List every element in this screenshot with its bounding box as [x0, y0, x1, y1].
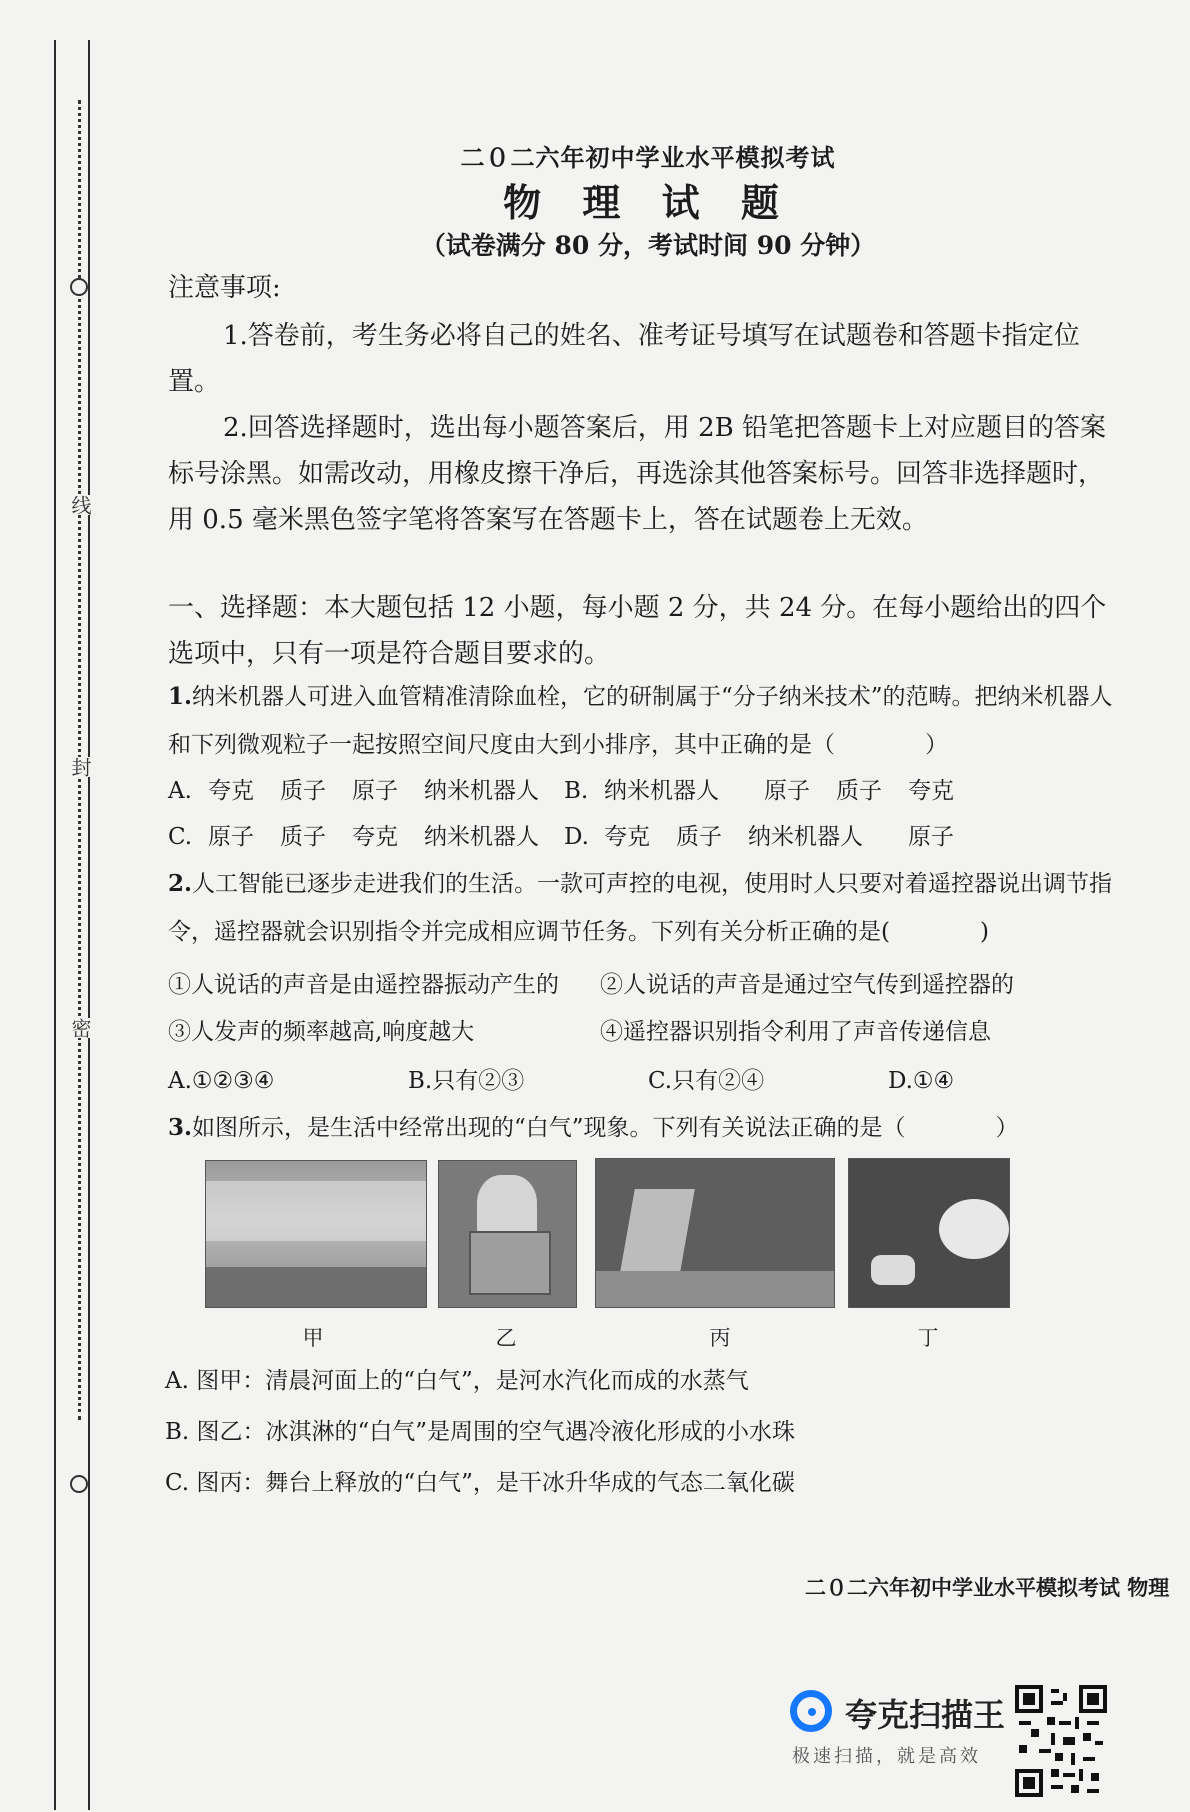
option-item: 质子 — [280, 778, 326, 804]
question-stem: 纳米机器人可进入血管精准清除血栓，它的研制属于“分子纳米技术”的范畴。把纳米机器人和下列微观粒子一起按照空间尺度由大到小排序，其中正确的是（ — [168, 684, 1113, 758]
notice-heading: 注意事项: — [168, 273, 281, 303]
option-item: 纳米机器人 — [748, 824, 863, 850]
option-item: 原子 — [208, 824, 254, 850]
seal-char-line: 线 — [66, 495, 95, 515]
question-number: 3. — [168, 1114, 193, 1141]
option-item: 质子 — [280, 824, 326, 850]
margin-circle-bottom — [70, 1475, 88, 1493]
option-label: A. — [168, 778, 192, 804]
question-number: 2. — [168, 870, 193, 897]
question-2 — [168, 860, 1128, 956]
question-number: 1. — [168, 683, 193, 710]
q1-options-row-2 — [168, 818, 954, 851]
margin-circle — [70, 278, 88, 296]
photo-ding-kettle-steam — [848, 1158, 1010, 1308]
option: C.只有②④ — [648, 1068, 765, 1094]
seal-char-seal: 封 — [66, 757, 95, 777]
q2-statements-row-2 — [168, 1013, 991, 1046]
statement: ③人发声的频率越高,响度越大 — [168, 1019, 475, 1045]
option: B.只有②③ — [408, 1068, 525, 1094]
answer-paren-close: ） — [995, 1115, 1019, 1141]
option-item: 纳米机器人 — [424, 778, 539, 804]
option-item: 原子 — [908, 824, 954, 850]
photo-jia-river-mist — [205, 1160, 427, 1308]
option-item: 原子 — [764, 778, 810, 804]
binding-margin — [0, 0, 110, 1812]
question-stem: 人工智能已逐步走进我们的生活。一款可声控的电视，使用时人只要对着遥控器说出调节指令，遥控器就会识别指令并完成相应调节任务。下列有关分析正确的是( — [168, 871, 1113, 945]
seal-char-secret: 密 — [66, 1018, 95, 1038]
option-item: 质子 — [836, 778, 882, 804]
option-item: 纳米机器人 — [604, 778, 719, 804]
statement: ②人说话的声音是通过空气传到遥控器的 — [600, 972, 1014, 998]
photo-bing-stage-fog — [595, 1158, 835, 1308]
quark-logo-icon — [790, 1690, 832, 1732]
q1-options-row-1 — [168, 772, 954, 805]
option-item: 夸克 — [604, 824, 650, 850]
subject-title: 物 理 试 题 — [503, 180, 793, 225]
brand-name: 夸克扫描王 — [845, 1696, 1006, 1734]
qr-code-icon — [1015, 1685, 1107, 1797]
option-label: B. — [564, 778, 589, 804]
caption-ding: 丁 — [917, 1326, 939, 1350]
notice-item-1: 1.答卷前，考生务必将自己的姓名、准考证号填写在试题卷和答题卡指定位置。 — [168, 321, 1080, 397]
question-1 — [168, 673, 1128, 769]
option-label: D. — [564, 824, 589, 850]
margin-line-left — [54, 40, 56, 1810]
photo-yi-ice-cream — [438, 1160, 577, 1308]
brand-slogan: 极速扫描，就是高效 — [792, 1746, 981, 1767]
section-heading: 一、选择题：本大题包括 12 小题，每小题 2 分，共 24 分。在每小题给出的四个选项中，只有一项是符合题目要求的。 — [168, 593, 1107, 669]
option-item: 夸克 — [908, 778, 954, 804]
q3-option-c: C. 图丙：舞台上释放的“白气”，是干冰升华成的气态二氧化碳 — [165, 1470, 795, 1496]
option-item: 原子 — [352, 778, 398, 804]
option: A.①②③④ — [168, 1068, 275, 1094]
question-3 — [168, 1104, 1128, 1152]
margin-line-right — [88, 40, 90, 1810]
caption-bing: 丙 — [709, 1326, 731, 1350]
answer-paren-close: ) — [979, 919, 989, 945]
option: D.①④ — [888, 1068, 955, 1094]
notice-item-2: 2.回答选择题时，选出每小题答案后，用 2B 铅笔把答题卡上对应题目的答案标号涂黑。如需改动，用橡皮擦干净后，再选涂其他答案标号。回答非选择题时，用 0.5 毫米黑色签字笔将答案写在答题卡上，答在试题卷上无效。 — [168, 413, 1106, 535]
answer-paren-close: ） — [925, 732, 948, 758]
question-stem: 如图所示，是生活中经常出现的“白气”现象。下列有关说法正确的是（ — [192, 1115, 906, 1141]
option-label: C. — [168, 824, 193, 850]
page-footer: 二０二六年初中学业水平模拟考试 物理 — [805, 1575, 1170, 1600]
caption-jia: 甲 — [302, 1326, 324, 1350]
option-item: 夸克 — [352, 824, 398, 850]
statement: ④遥控器识别指令利用了声音传递信息 — [600, 1019, 991, 1045]
caption-yi: 乙 — [495, 1326, 517, 1350]
option-item: 质子 — [676, 824, 722, 850]
q2-options-row — [168, 1062, 954, 1095]
exam-info: （试卷满分 80 分，考试时间 90 分钟） — [420, 231, 876, 260]
q3-option-a: A. 图甲：清晨河面上的“白气”，是河水汽化而成的水蒸气 — [165, 1368, 749, 1394]
q2-statements-row-1 — [168, 966, 1014, 999]
q3-option-b: B. 图乙：冰淇淋的“白气”是周围的空气遇冷液化形成的小水珠 — [165, 1419, 796, 1445]
option-item: 纳米机器人 — [424, 824, 539, 850]
option-item: 夸克 — [208, 778, 254, 804]
exam-name: 二０二六年初中学业水平模拟考试 — [460, 143, 836, 172]
statement: ①人说话的声音是由遥控器振动产生的 — [168, 972, 559, 998]
